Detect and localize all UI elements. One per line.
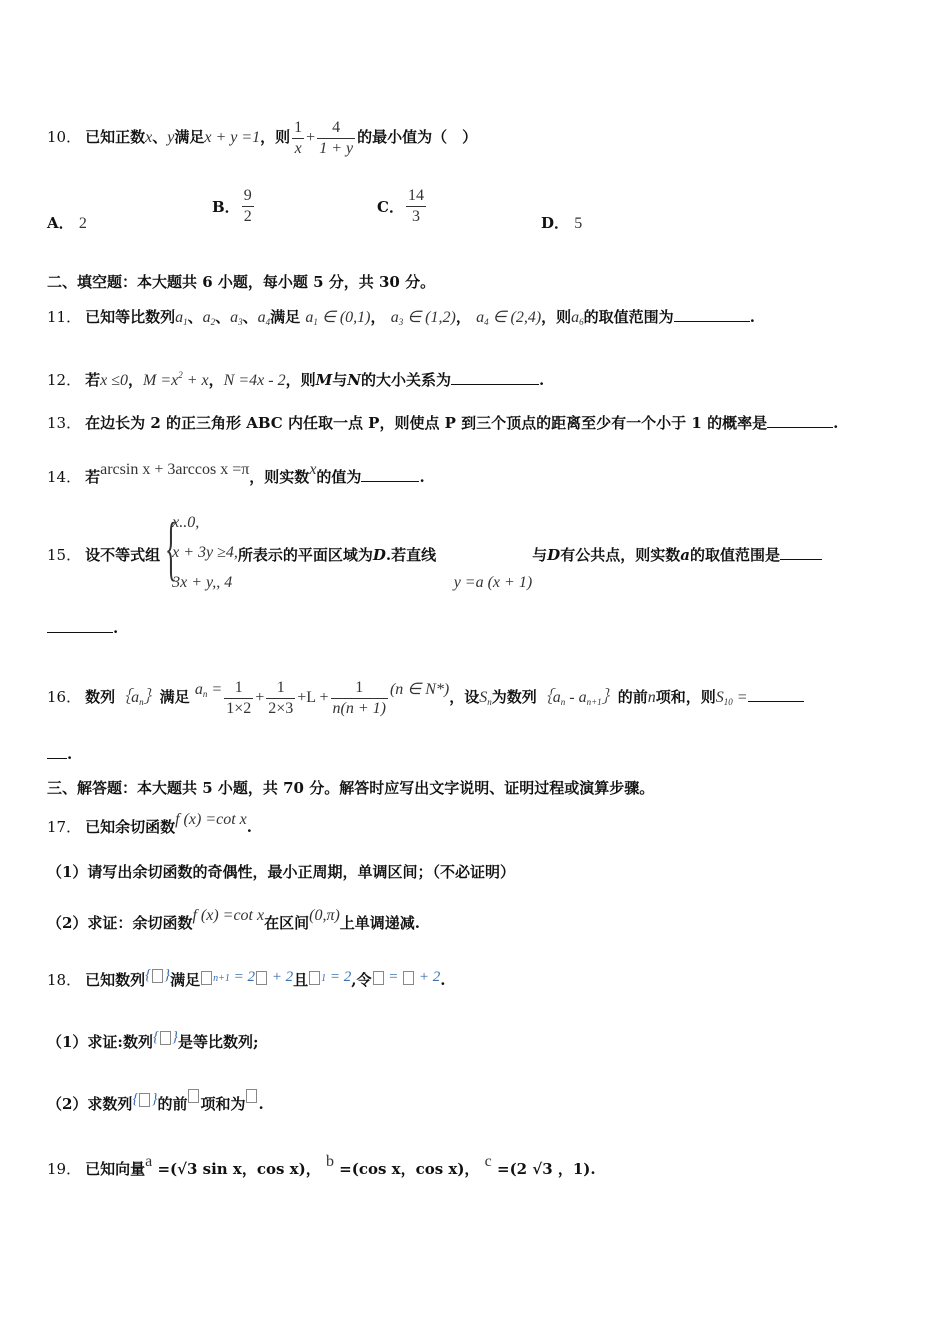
q19-stem: 19． 已知向量a =(√3 sin x，cos x)， b =(cos x，cos x)， c =(2 √3 ，1). — [47, 1153, 596, 1178]
q18-part-1: （1）求证:数列{ }是等比数列; — [47, 1029, 259, 1051]
q11-stem: 11． 已知等比数列$a_1$、$a_2$、$a_3$、$a_4$满足 $a_1$ ∈ (0,1)， $a_3$ ∈ (1,2)， $a_4$ ∈ (2,4)，则$a_6$的取值范围为 . — [47, 308, 755, 327]
answer-blank[interactable] — [451, 370, 539, 385]
condition-formula: x + y =1 — [204, 129, 261, 146]
q17-stem: 17． 已知余切函数f (x) =cot x. — [47, 811, 252, 836]
section-3-heading: 三、解答题：本大题共 5 小题，共 70 分。解答时应写出文字说明、证明过程或演算步骤。 — [47, 779, 655, 797]
left-brace: { — [165, 508, 178, 588]
q18-stem: 18． 已知数列{ }满足 n+1 = 2 + 2且 1 = 2,令 = + 2. — [47, 967, 446, 989]
fraction-1-over-x: $\frac{1}{x}$ — [294, 118, 303, 157]
answer-blank[interactable] — [674, 307, 750, 322]
q10-stem: 10． 已知正数x、y满足x + y =1，则 $\frac{1}{x}$ + $\frac{4}{1 + y}$ 的最小值为（ ） — [47, 118, 478, 157]
q18-part-2: （2）求数列{ }的前 项和为 . — [47, 1091, 264, 1113]
option-c[interactable]: C． $\frac{14}{3}$ — [377, 187, 424, 225]
q16-continuation: . — [47, 744, 72, 763]
q17-part-1: （1）请写出余切函数的奇偶性，最小正周期，单调区间；（不必证明） — [47, 863, 515, 881]
q15-stem: 15． 设不等式组 x..0, x + 3y ≥4, 3x + y,, 4 所表示的平面区域为D.若直线y =a (x + 1)与D有公共点，则实数a的取值范围是 — [47, 508, 822, 598]
question-number: 10． — [47, 128, 82, 146]
answer-blank[interactable] — [780, 545, 822, 560]
answer-blank[interactable] — [361, 467, 419, 482]
option-d[interactable]: D． 5 — [541, 214, 583, 232]
section-2-heading: 二、填空题：本大题共 6 小题，每小题 5 分，共 30 分。 — [47, 273, 436, 291]
option-a[interactable]: A． 2 — [47, 214, 87, 232]
q16-stem: 16． 数列$\{a_n\}$满足 $a_n$ = $\frac{1}{1\times 2}$ + $\frac{1}{2\times 3}$ +L + $\frac{1}{n(n + 1)}$ (n ∈ N*)，设$S_n$为数列$\{a_n$ - $a_{n+1}\}$的前n项和，则$S_{10}$ = — [47, 650, 804, 742]
answer-blank[interactable] — [767, 413, 833, 428]
q17-part-2: （2）求证：余切函数f (x) =cot x在区间(0,π)上单调递减. — [47, 907, 421, 932]
answer-blank[interactable] — [748, 687, 804, 702]
q13-stem: 13． 在边长为 2 的正三角形 ABC 内任取一点 P，则使点 P 到三个顶点的距离至少有一个小于 1 的概率是 . — [47, 414, 839, 432]
fraction-4-over-1-plus-y: $\frac{4}{1 + y}$ — [319, 118, 354, 157]
q15-continuation: . — [47, 618, 118, 637]
q12-stem: 12． 若x ≤0，$M =x^2 + x$，N =4x - 2，则M与N的大小关系为 . — [47, 370, 545, 389]
option-b[interactable]: B． $\frac{9}{2}$ — [212, 187, 252, 225]
q14-stem: 14． 若arcsin x + 3arccos x =π，则实数x的值为 . — [47, 461, 425, 486]
